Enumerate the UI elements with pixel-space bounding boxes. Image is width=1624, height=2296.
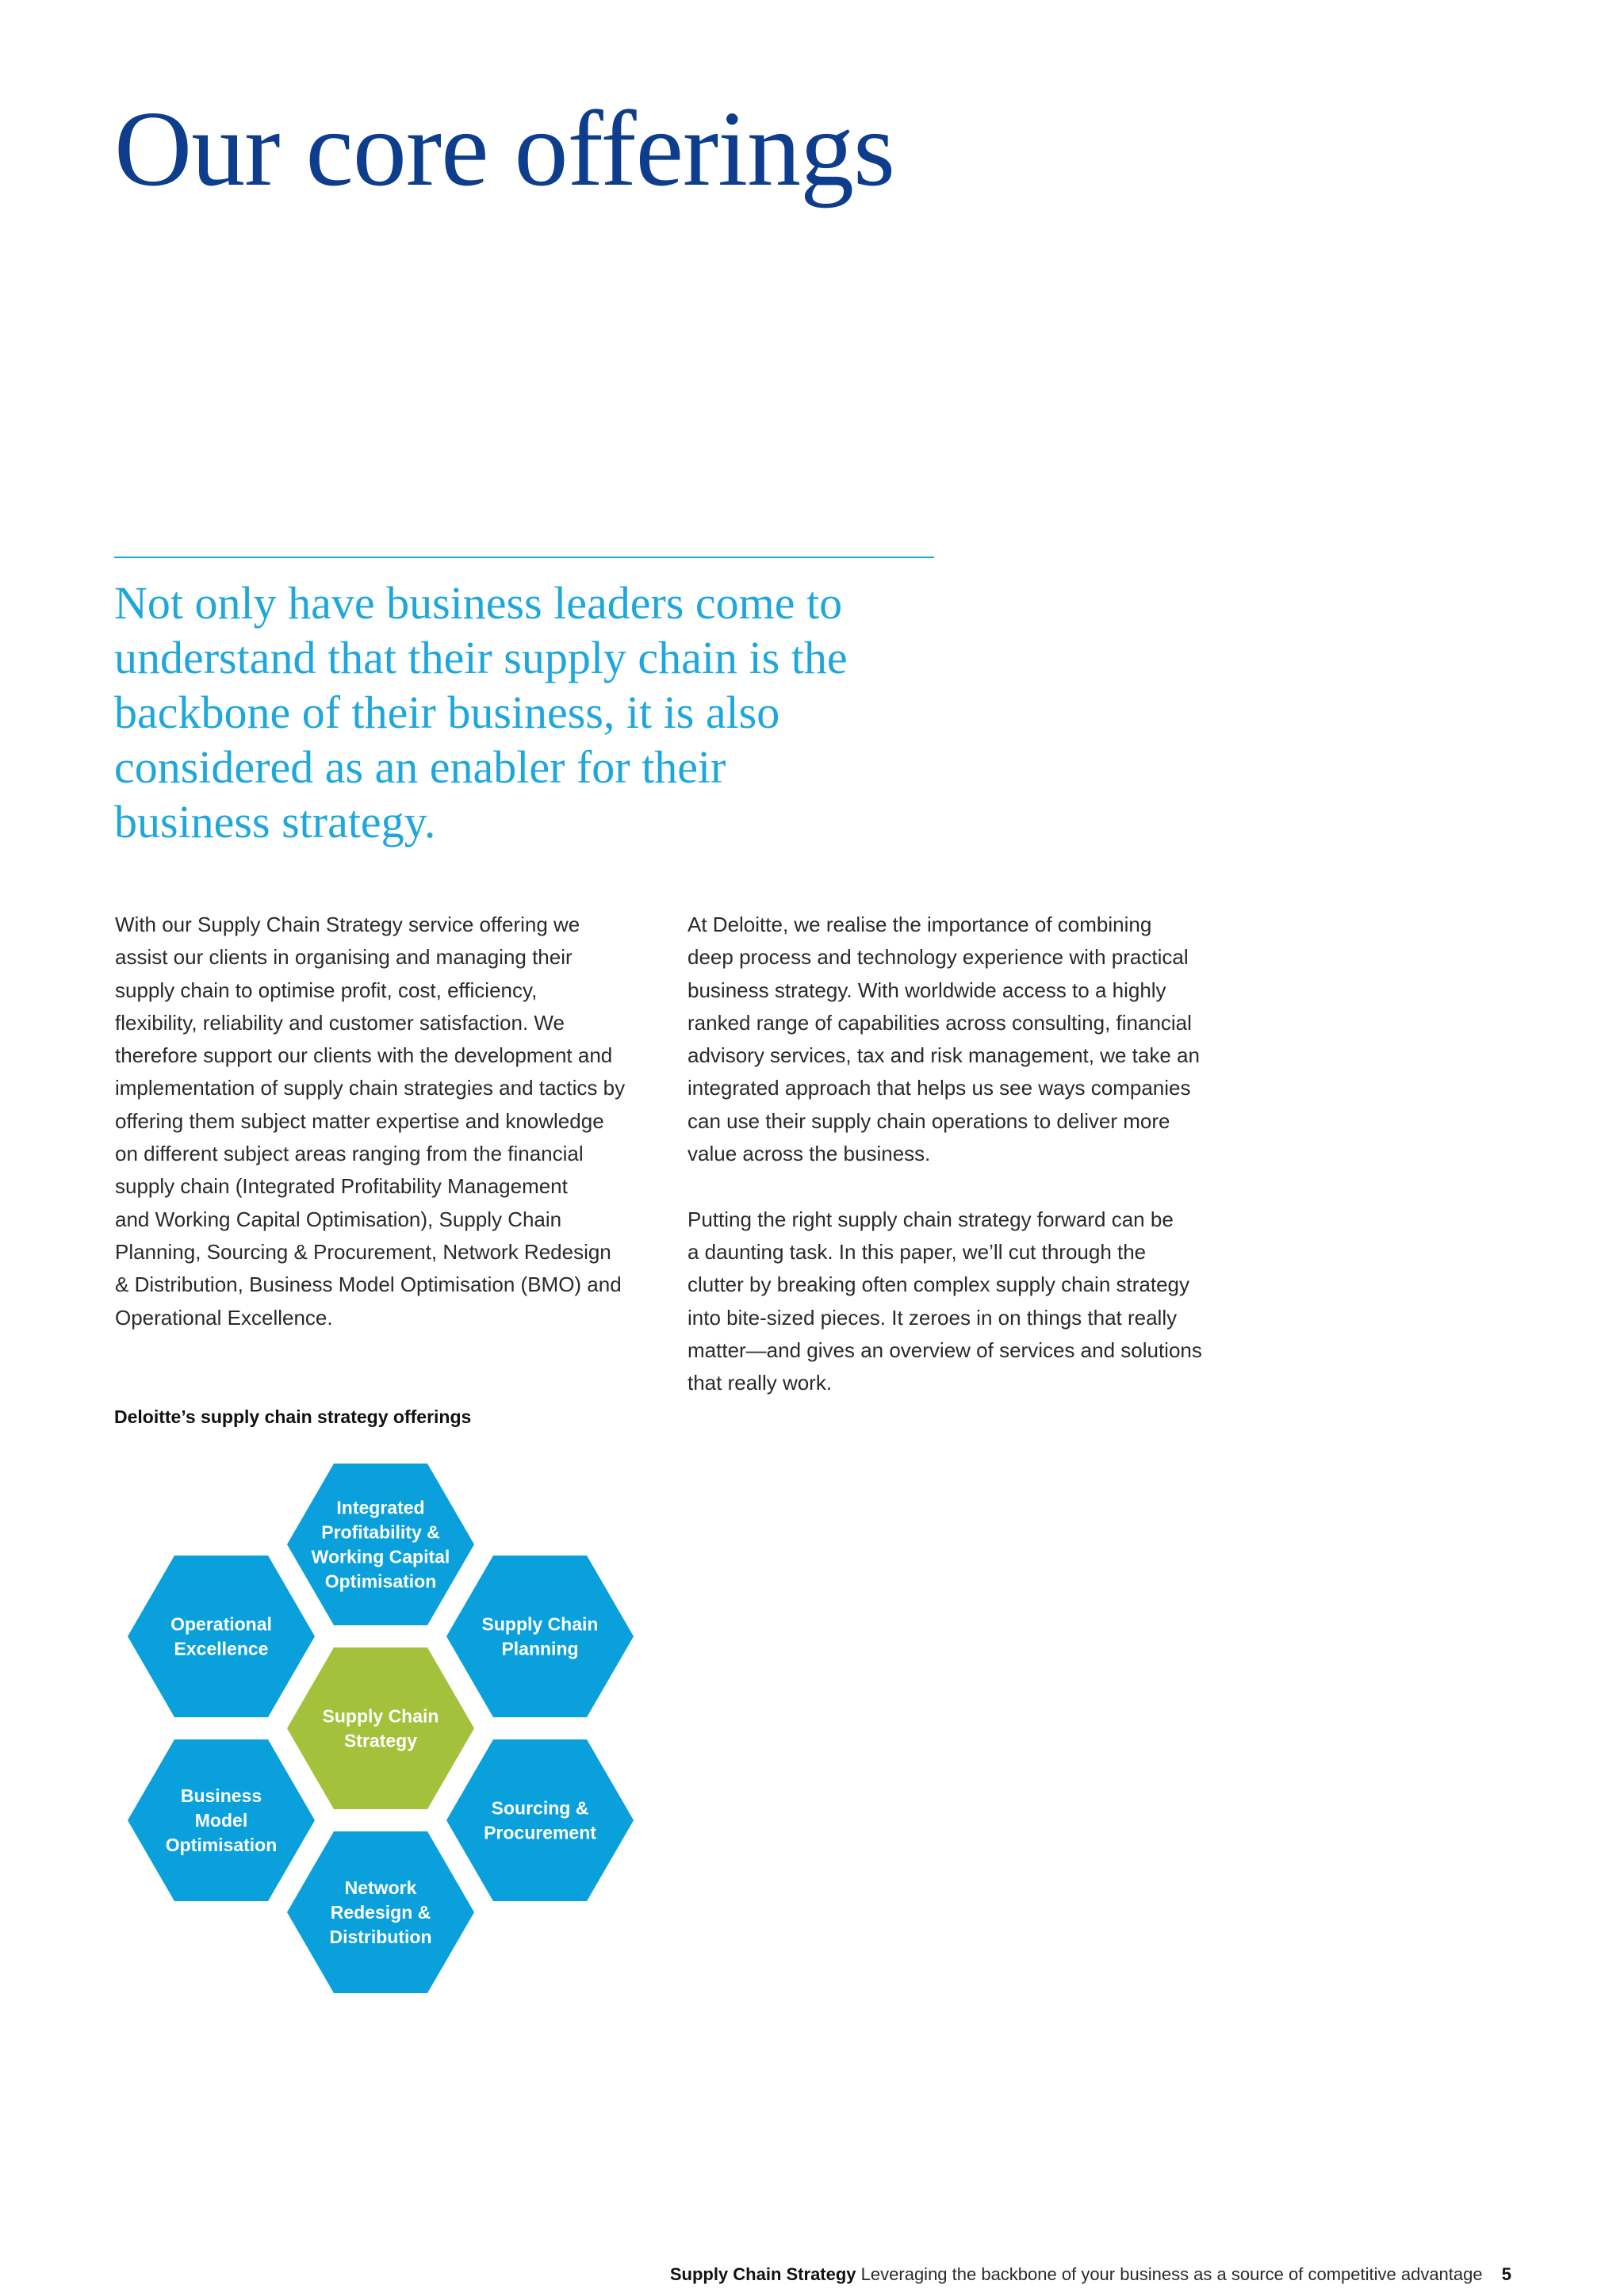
hexagon-label: Supply Chain bbox=[322, 1705, 439, 1727]
hexagon-label: Integrated bbox=[336, 1497, 425, 1518]
body-line: supply chain (Integrated Profitability Management bbox=[115, 1174, 568, 1199]
footer-subtitle: Leveraging the backbone of your business as a source of competitive advantage bbox=[860, 2264, 1483, 2284]
hexagon-label: Business bbox=[180, 1785, 262, 1806]
body-line: clutter by breaking often complex supply chain strategy bbox=[688, 1272, 1190, 1297]
hexagon-label: Excellence bbox=[174, 1638, 269, 1659]
body-line: assist our clients in organising and managing their bbox=[115, 945, 573, 970]
body-line: that really work. bbox=[688, 1371, 833, 1395]
hexagon-label: Working Capital bbox=[311, 1546, 450, 1567]
hexagon-lower-left bbox=[128, 1739, 315, 1901]
body-line: Planning, Sourcing & Procurement, Network Redesign bbox=[115, 1239, 611, 1264]
hexagon-label: Optimisation bbox=[165, 1835, 278, 1855]
body-line: on different subject areas ranging from the financial bbox=[115, 1142, 584, 1166]
pull-quote-line: business strategy. bbox=[114, 796, 436, 848]
hexagon-label: Operational bbox=[170, 1613, 272, 1635]
page-number: 5 bbox=[1501, 2264, 1511, 2284]
hexagon-upper-right bbox=[446, 1556, 634, 1717]
body-line: Putting the right supply chain strategy forward can be bbox=[688, 1207, 1174, 1231]
hexagon-center bbox=[287, 1647, 474, 1809]
hexagon-shape bbox=[446, 1739, 634, 1901]
hexagon-shape bbox=[287, 1464, 474, 1625]
hexagon-shape bbox=[287, 1647, 474, 1809]
body-line: integrated approach that helps us see ways companies bbox=[688, 1076, 1191, 1100]
body-line: Operational Excellence. bbox=[115, 1305, 333, 1330]
hexagon-label: Profitability & bbox=[321, 1521, 440, 1543]
body-line: business strategy. With worldwide access to a highly bbox=[688, 978, 1166, 1002]
hexagon-label: Strategy bbox=[343, 1730, 418, 1751]
pull-quote-line: Not only have business leaders come to bbox=[114, 577, 843, 629]
figure-caption: Deloitte’s supply chain strategy offerings bbox=[114, 1406, 472, 1427]
hexagon-label: Network bbox=[344, 1877, 417, 1898]
body-line: supply chain to optimise profit, cost, efficiency, bbox=[115, 978, 538, 1002]
body-line: At Deloitte, we realise the importance of combining bbox=[688, 913, 1152, 936]
hexagon-upper-left bbox=[128, 1556, 315, 1717]
hexagon-label: Planning bbox=[501, 1638, 579, 1659]
hexagon-label: Supply Chain bbox=[481, 1613, 599, 1635]
hexagon-label: Distribution bbox=[329, 1927, 432, 1947]
page-footer bbox=[670, 2264, 1511, 2285]
pull-quote-line: backbone of their business, it is also bbox=[114, 687, 780, 738]
body-line: matter—and gives an overview of services and solutions bbox=[688, 1337, 1202, 1362]
hexagon-lower-right bbox=[446, 1739, 634, 1901]
pull-quote-line: understand that their supply chain is the bbox=[114, 632, 848, 683]
body-line: into bite-sized pieces. It zeroes in on things that really bbox=[688, 1305, 1178, 1330]
hexagon-label: Redesign & bbox=[330, 1902, 431, 1923]
hexagon-shape bbox=[446, 1556, 634, 1717]
body-line: advisory services, tax and risk management, we take an bbox=[688, 1043, 1200, 1068]
body-line: can use their supply chain operations to deliver more bbox=[688, 1108, 1170, 1133]
body-line: ranked range of capabilities across consulting, financial bbox=[688, 1010, 1192, 1035]
hexagon-bottom bbox=[287, 1831, 474, 1993]
hexagon-label: Optimisation bbox=[324, 1571, 437, 1592]
body-line: offering them subject matter expertise and knowledge bbox=[115, 1108, 604, 1133]
body-line: value across the business. bbox=[688, 1142, 931, 1166]
footer-title: Supply Chain Strategy bbox=[669, 2264, 856, 2284]
body-line: a daunting task. In this paper, we’ll cut through the bbox=[688, 1239, 1147, 1264]
body-line: and Working Capital Optimisation), Supply Chain bbox=[115, 1207, 562, 1231]
body-line: therefore support our clients with the development and bbox=[115, 1043, 613, 1068]
hexagon-top bbox=[287, 1464, 474, 1625]
body-line: implementation of supply chain strategies and tactics by bbox=[115, 1076, 626, 1100]
hexagon-label: Procurement bbox=[484, 1822, 596, 1843]
body-line: flexibility, reliability and customer satisfaction. We bbox=[115, 1010, 565, 1035]
hexagon-label: Sourcing & bbox=[491, 1797, 589, 1819]
pull-quote-line: considered as an enabler for their bbox=[114, 741, 726, 793]
body-line: With our Supply Chain Strategy service offering we bbox=[115, 913, 580, 936]
hexagon-label: Model bbox=[194, 1810, 248, 1831]
body-line: deep process and technology experience with practical bbox=[688, 945, 1189, 970]
body-line: & Distribution, Business Model Optimisation (BMO) and bbox=[115, 1272, 622, 1297]
hexagon-shape bbox=[128, 1556, 315, 1717]
page-title: Our core offerings bbox=[114, 90, 895, 209]
